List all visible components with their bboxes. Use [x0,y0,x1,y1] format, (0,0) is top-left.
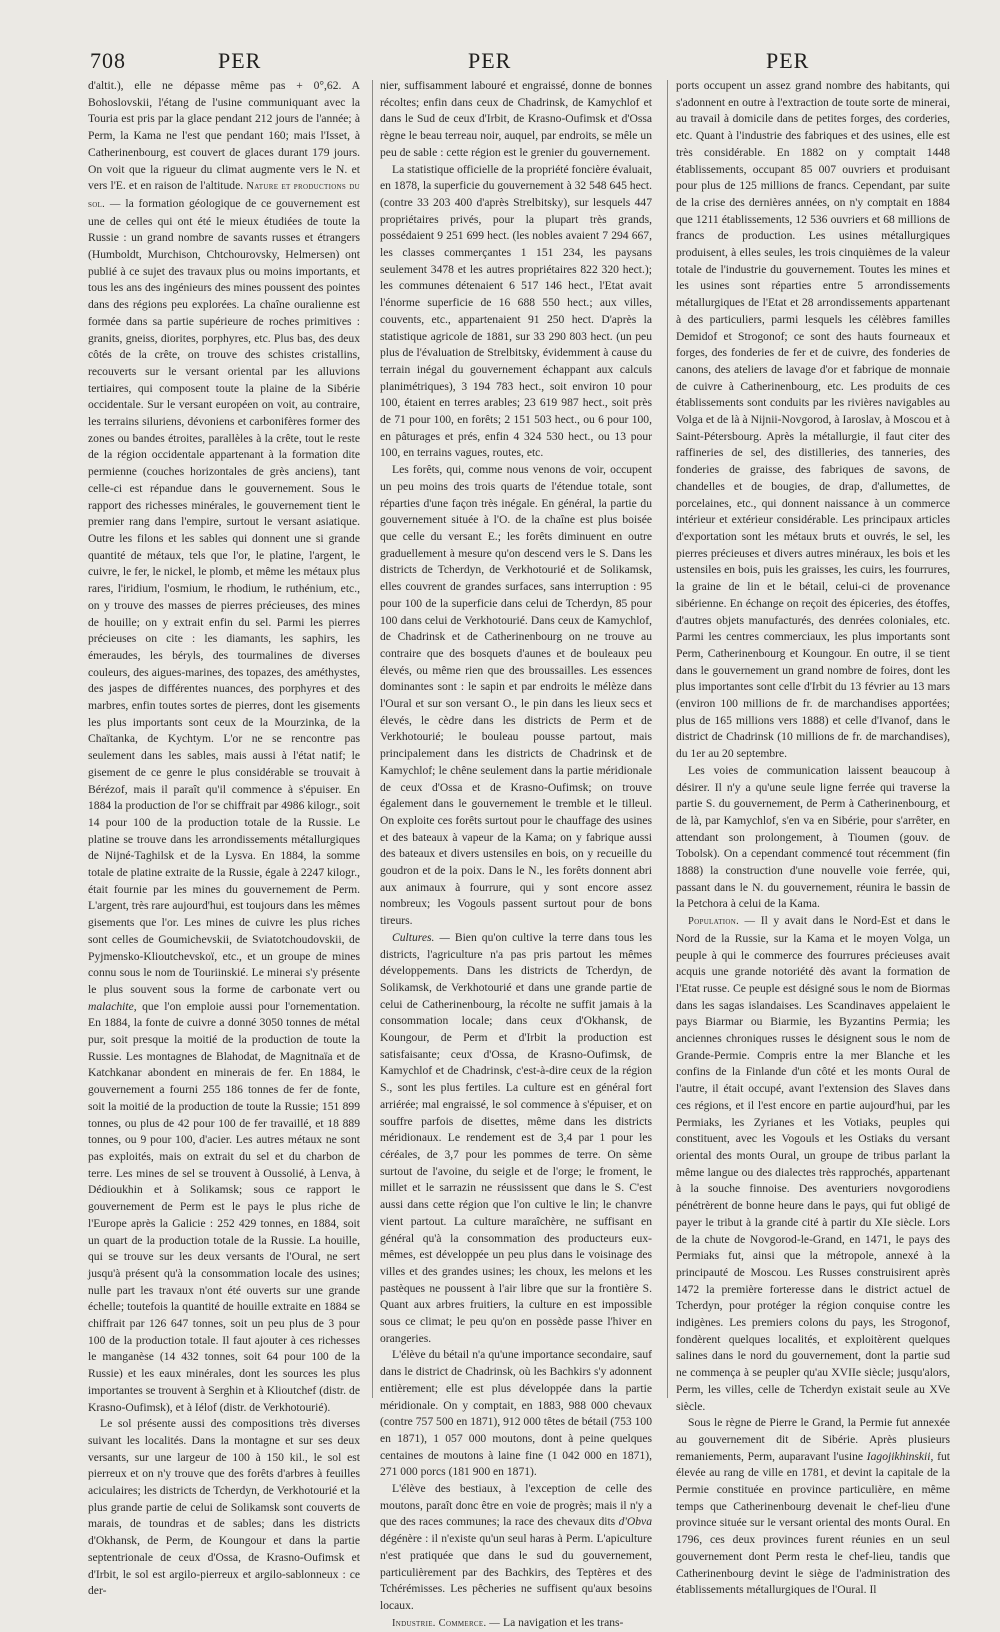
paragraph: L'élève du bétail n'a qu'une importance secondaire, sauf dans le district de Chadrinsk, où les Bachkirs s'y adonnent entièrement; elle est plus développée dans la partie méridionale. On y comptait, en 1883, 988 000 chevaux (contre 757 500 en 1871), 912 000 têtes de bétail (753 100 en 1871), 1 057 000 moutons, dont à peine quelques centaines de moutons à laine fine (1 042 000 en 1871), 271 000 porcs (181 900 en 1871). [380,1348,652,1479]
text-column-1 [88,78,361,1598]
paragraph: Population. — Il y avait dans le Nord-Est et dans le Nord de la Russie, sur la Kama et le moyen Volga, un peuple à qui le commerce des fourrures précieuses avait acquis une grande notoriété dès avant la formation de l'Etat russe. Ce peuple est désigné sous le nom de Biormas dans les sagas islandaises. Les Scandinaves appelaient le pays Biarmar ou Biarmie, les Byzantins Permia; les anciennes chroniques russes le désignent sous le nom de Grande-Permie. Compris entre la mer Blanche et les confins de la Finlande d'un côté et les monts Oural de l'autre, il était occupé, avant l'extension des Slaves dans ces régions, et il l'est encore en partie aujourd'hui, par les Permiaks, les Zyrianes et les Votiaks, peuples qui constituent, avec les Vogouls et les Ostiaks du versant oriental des monts Oural, un groupe de tribus parlant la même langue ou des dialectes très rapprochés, appartenant à la souche finnoise. Des aventuriers novgorodiens pénétrèrent de bonne heure dans le pays, qui fut obligé de payer le tribut à la grande cité à partir du XIe siècle. Lors de la chute de Novgorod-le-Grand, en 1471, le pays des Permiaks fut, ainsi que la métropole, annexé à la principauté de Moscou. Les Russes construisirent après 1472 la première forteresse dans le district actuel de Tcherdyn, pour protéger la région conquise contre les indigènes. Les premiers colons du pays, les Strogonof, fondèrent quelques localités, et exploitèrent quelques salines dans le nord du gouvernement, dont la partie sud ne commença à se peupler qu'au XVIIe siècle; jusqu'alors, Perm, les villes, celle de Tcherdyn existait seule au XVe siècle. [676,914,950,1413]
paragraph: nier, suffisamment labouré et engraissé, donne de bonnes récoltes; enfin dans ceux de Chadrinsk, de Kamychlof et dans le Sud de ceux d'Irbit, de Krasno-Oufimsk et d'Ossa règne le beau terreau noir, auquel, par endroits, se mêle un peu de sable : cette région est le grenier du gouvernement. [380,79,652,159]
term-iagojikhinskii: Iagojikhinskii [866,1449,931,1463]
page-number: 708 [90,48,126,73]
running-head-left: PER [218,48,262,73]
column-divider [372,80,373,1398]
paragraph: ports occupent un assez grand nombre des habitants, qui s'adonnent en outre à l'extraction de toute sorte de minerai, au travail à domicile dans de petites forges, des corderies, etc. Quant à l'industrie des fabriques et des usines, elle est très considérable. En 1882 on y comptait 1448 établissements, occupant 85 007 ouvriers et produisant pour plus de 125 millions de francs. Cependant, par suite de la crise des dernières années, on n'y comptait en 1884 que 1211 établissements, 12 536 ouvriers et 68 millions de francs de production. Les usines métallurgiques produisent, à elles seules, les trois cinquièmes de la valeur totale de l'industrie du gouvernement. Toutes les mines et les usines sont réparties entre 5 arrondissements métallurgiques de l'Etat et 28 arrondissements appartenant à des particuliers, parmi lesquels les célèbres familles Demidof et Strogonof; ce sont des hauts fourneaux et forges, des fonderies de fer et de cuivre, des fonderies de canons, des ateliers de lavage d'or et fabrique de monnaie de cuivre à Catherinenbourg, etc. Les produits de ces établissements sont conduits par les rivières navigables au Volga et de là à Nijnii-Novgorod, à Iaroslav, à Moscou et à Saint-Pétersbourg. Après la métallurgie, il faut citer des raffineries de sel, des distilleries, des tanneries, des fonderies de graisse, des fabriques de savons, de chandelles et de bougies, de drap, d'allumettes, de porcelaines, etc., qui donnent naissance à un commerce intérieur et extérieur considérable. Les principaux articles d'exportation sont les métaux bruts et ouvrés, le sel, les pierres précieuses et divers autres minéraux, les bois et les ustensiles en bois, puis les graisses, les cuirs, les fourrures, la graine de lin et le bétail, celui-ci de provenance sibérienne. En échange on reçoit des épiceries, des étoffes, d'autres objets manufacturés, des denrées coloniales, etc. Parmi les centres commerciaux, les plus importants sont Perm, Catherinenbourg et Koungour. En outre, il se tient dans le gouvernement un grand nombre de foires, dont les plus importantes sont celle d'Irbit du 13 février au 13 mars (environ 100 millions de fr. de marchandises apportées; plus de 165 millions vers 1888) et celle d'Ivanof, dans le district de Chadrinsk (10 millions de fr. de marchandises), du 1er au 20 septembre. [676,79,950,761]
running-head-center: PER [468,48,512,73]
paragraph: Industrie. Commerce. — La navigation et les trans- [392,1615,624,1629]
text-column-3 [676,78,950,1597]
paragraph: Le sol présente aussi des compositions très diverses suivant les localités. Dans la montagne et sur ses deux versants, sur une largeur de 100 à 150 kil., le sol est pierreux et on n'y trouve que des forêts d'arbres à feuilles aciculaires; les districts de Tcherdyn, de Verkhotourié et la plus grande partie de celui de Solikamsk sont couverts de marais, de toundras et de sables; dans les districts d'Okhansk, de Perm, de Koungour et dans la partie septentrionale de ceux d'Ossa, de Krasno-Oufimsk et d'Irbit, le sol est argilo-pierreux et argilo-sablonneux : ce der- [88,1417,360,1598]
term-obva: d'Obva [618,1515,652,1529]
section-heading-population: Population. — [688,916,756,928]
text-column-2 [380,78,652,1629]
term-malachite: malachite, [88,999,137,1013]
column-divider [667,80,668,1398]
paragraph: Les forêts, qui, comme nous venons de voir, occupent un peu moins des trois quarts de l'étendue totale, sont réparties d'une façon très inégale. En général, la partie du gouvernement située à l'O. de la chaîne est plus boisée que celle du versant E.; les forêts diminuent en outre graduellement à mesure qu'on descend vers le S. Dans les districts de Tcherdyn, de Verkhotourié et de Solikamsk, elles couvrent de grandes surfaces, sans interruption : 95 pour 100 de la superficie dans celui de Tcherdyn, 85 pour 100 dans celui de Verkhotourié. Dans ceux de Kamychlof, de Chadrinsk et de Catherinenbourg on ne trouve au contraire que des bosquets d'aunes et de bouleaux peu élevés, ou même rien que des broussailles. Les essences dominantes sont : le sapin et par endroits le mélèze dans l'Oural et sur son versant O., le pin dans les lieux secs et élevés, le cèdre dans les districts de Perm et de Verkhotourié; le bouleau pousse partout, mais principalement dans les districts de Chadrinsk et de Kamychlof; le chêne seulement dans la partie méridionale de ceux d'Ossa et de Krasno-Oufimsk; on trouve également dans le gouvernement le tremble et le tilleul. On exploite ces forêts surtout pour le chauffage des usines et des bateaux à vapeur de la Kama; on y fabrique aussi des bateaux et divers ustensiles en bois, on y recueille du goudron et de la poix. Dans le N., les forêts donnent abri aux animaux à fourrure, qui y sont encore assez nombreux; les Vogouls passent surtout pour de bons tireurs. [380,463,652,928]
paragraph: Sous le règne de Pierre le Grand, la Permie fut annexée au gouvernement dit de Sibérie. Après plusieurs remaniements, Perm, auparavant l'usine Iagojikhinskii, fut élevée au rang de ville en 1781, et devint la capitale de la Permie constituée en province particulière, en même temps que Catherinenbourg devenait le chef-lieu d'une province située sur le versant oriental des monts Oural. En 1796, ces deux provinces furent réunies en un seul gouvernement dont Perm resta le chef-lieu, tandis que Catherinenbourg devint le siège de l'administration des établissements métallurgiques de l'Oural. Il [676,1416,950,1597]
running-head-right: PER [766,48,810,73]
paragraph: La statistique officielle de la propriété foncière évaluait, en 1878, la superficie du gouvernement à 32 548 645 hect. (contre 33 203 400 d'après Strelbitsky), sur lesquels 447 propriétaires privés, pour la plupart très grands, possédaient 9 251 699 hect. (les nobles avaient 7 294 667, les classes commerçantes 1 151 234, les paysans seulement 3478 et les autres propriétaires 822 320 hect.); les communes détenaient 6 517 146 hect., l'Etat avait l'énorme superficie de 16 688 550 hect.; aux villes, couvents, etc., appartenaient 91 250 hect. D'après la statistique agricole de 1881, sur 33 290 803 hect. (un peu plus de l'évaluation de Strelbitsky, évidemment à cause du terrain inégal du gouvernement échappant aux calculs planimétriques), 3 194 783 hect., soit environ 10 pour 100, étaient en terres arables; 23 619 987 hect., soit près de 71 pour 100, en forêts; 2 151 503 hect., ou 6 pour 100, en pâturages et prés, enfin 4 324 530 hect., ou 13 pour 100, en terrains vagues, routes, etc. [380,162,652,460]
paragraph: L'élève des bestiaux, à l'exception de celle des moutons, paraît donc être en voie de progrès; mais il n'y a que des races communes; la race des chevaux dits d'Obva dégénère : il n'existe qu'un seul haras à Perm. L'apiculture n'est pratiquée que dans le sud du gouvernement, particulièrement par des Bachkirs, des Teptères et des Tchérémisses. Les pêcheries ne suffisent qu'aux besoins locaux. [380,1482,652,1612]
paragraph: d'altit.), elle ne dépasse même pas + 0°,62. A Bohoslovskii, l'étang de l'usine communiquant avec la Touria est pris par la glace pendant 212 jours de l'année; à Perm, la Kama ne l'est que pendant 160; mais l'Isset, à Catherinenbourg, est couvert de glaces durant 179 jours. On voit que la rigueur du climat augmente vers le N. et vers l'E. et en raison de l'altitude. Nature et productions du sol. — la formation géologique de ce gouvernement est une de celles qui ont été le mieux étudiées de toute la Russie : un grand nombre de savants russes et étrangers (Humboldt, Murchison, Chtchourovsky, Helmersen) ont publié à ce sujet des travaux plus ou moins importants, et tous les ans des ingénieurs des mines poussent des pointes dans des régions peu explorées. La chaîne ouralienne est formée dans sa partie supérieure de roches primitives : granits, gneiss, diorites, porphyres, etc. Plus bas, des deux côtés de la crête, on trouve des schistes cristallins, recouverts sur le versant oriental par les alluvions tertiaires, qui composent toute la plaine de la Sibérie occidentale. Sur le versant européen on voit, au contraire, les terrains siluriens, dévoniens et carbonifères former des zones ou bandes étroites, parallèles à la crête, tout le reste de la région occidentale appartenant à la formation dite permienne (couches horizontales de grès anciens), tant celle-ci est répandue dans le gouvernement. Sous le rapport des richesses minérales, le gouvernement tient le premier rang dans l'empire, surtout le versant asiatique. Outre les filons et les sables qui donnent une si grande quantité de métaux, tels que l'or, le platine, l'argent, le cuivre, le fer, le nickel, le plomb, et même les métaux plus rares, l'iridium, l'osmium, le rhodium, le ruthénium, etc., on y trouve des masses de pierres précieuses, des mines de houille; on y extrait enfin du sel. Parmi les pierres précieuses on cite : les diamants, les saphirs, les émeraudes, les béryls, des tourmalines de diverses couleurs, des aigues-marines, des topazes, des améthystes, des jaspes de différentes nuances, des porphyres et des marbres, enfin toutes sortes de pierres, dont les gisements les plus importants sont ceux de la Mourzinka, de la Chaïtanka, de Kychtym. L'or ne se rencontre pas seulement dans les sables, mais aussi à l'état natif; le gisement de ce genre le plus considérable se trouvait à Bérézof, mais il paraît qu'il commence à s'épuiser. En 1884 la production de l'or se chiffrait par 4986 kilogr., soit 14 pour 100 de la production totale de la Russie. Le platine se trouve dans les arrondissements métallurgiques de Nijné-Taghilsk et de la Lysva. En 1884, la somme totale de platine extraite de la Russie, égale à 2247 kilogr., était fournie par les mines du gouvernement de Perm. L'argent, très rare aujourd'hui, est toujours dans les mêmes gisements que l'or. Les mines de cuivre les plus riches sont celles de Goumichevskii, de Sviatotchoudovskii, de Pyjmensko-Klioutchevskoï, etc., et un groupe de mines connu sous le nom de Touriinskié. Le minerai s'y présente le plus souvent sous la forme de carbonate vert ou malachite, que l'on emploie aussi pour l'ornementation. En 1884, la fonte de cuivre a donné 3050 tonnes de métal pur, soit presque la moitié de la production de toute la Russie. Les montagnes de Blahodat, de Magnitnaïa et de Katchkanar abondent en minerais de fer. En 1884, le gouvernement a fourni 255 186 tonnes de fer de fonte, soit la moitié de la production de toute la Russie; 151 899 tonnes, ou plus de 42 pour 100 de fer travaillé, et 18 889 tonnes, ou 9 pour 100, d'acier. Les autres métaux ne sont pas exploités, mais on extrait du sel et du charbon de terre. Les mines de sel se trouvent à Oussolié, à Lenva, à Dédioukhin et à Solikamsk; sous ce rapport le gouvernement de Perm est le pays le plus riche de l'Europe après la Galicie : 252 429 tonnes, en 1884, soit un quart de la production totale de la Russie. La houille, qui se trouve sur les deux versants de l'Oural, ne sert jusqu'à présent qu'à la consommation locale des usines; nulle part les travaux n'ont été ouverts sur une grande échelle; toutefois la quantité de houille extraite en 1884 se chiffrait par 126 647 tonnes, soit un peu plus de 3 pour 100 de la production totale. Il faut ajouter à ces richesses le manganèse (14 432 tonnes, soit 64 pour 100 de la Russie) et les eaux minérales, dont les sources les plus importantes se trouvent à Serghin et à Klioutchef (distr. de Krasno-Oufimsk), et à Iélof (distr. de Verkhotourié). [88,79,361,1414]
section-heading-industrie: Industrie. Commerce. — [392,1617,501,1629]
section-heading-cultures: Cultures. — [392,930,450,944]
paragraph: Cultures. — Bien qu'on cultive la terre dans tous les districts, l'agriculture n'a pas pris partout les mêmes développements. Dans les districts de Tcherdyn, de Solikamsk, de Verkhotourié et dans une grande partie de celui de Catherinenbourg, la récolte ne suffit jamais à la consommation locale; dans ceux d'Okhansk, de Koungour, de Perm et d'Irbit la production est satisfaisante; ceux d'Ossa, de Krasno-Oufimsk, de Kamychlof et de Chadrinsk, c'est-à-dire ceux de la région S., sont les plus fertiles. La culture est en général fort arriérée; mal engraissé, le sol commence à s'épuiser, et on souffre parfois de disettes, même dans les districts méridionaux. Le rendement est de 3,4 par 1 pour les céréales, de 3,7 pour les pommes de terre. On sème surtout de l'avoine, du seigle et de l'orge; le froment, le millet et le sarrazin ne réussissent que dans le S. C'est aussi dans cette région que l'on cultive le lin; le chanvre vient partout. La culture maraîchère, ne suffisant en général qu'à la consommation des producteurs eux-mêmes, est développée un peu plus dans le voisinage des villes et des grandes usines; les choux, les melons et les pastèques ne poussent à l'air libre que sur la frontière S. Quant aux arbres fruitiers, la culture en est impossible sous ce climat; le peu qu'on en possède passe l'hiver en orangeries. [380,930,652,1345]
section-heading-nature: Nature et productions du sol. — [88,181,361,210]
paragraph: Les voies de communication laissent beaucoup à désirer. Il n'y a qu'une seule ligne ferrée qui traverse la partie S. du gouvernement, de Perm à Catherinenbourg, et de là, par Kamychlof, s'en va en Sibérie, pour s'arrêter, en attendant son prolongement, à Tioumen (gouv. de Tobolsk). On a cependant commencé tout récemment (fin 1888) la construction d'une nouvelle voie ferrée, qui, passant dans le N. du gouvernement, réunira le bassin de la Petchora à celui de la Kama. [676,763,950,911]
